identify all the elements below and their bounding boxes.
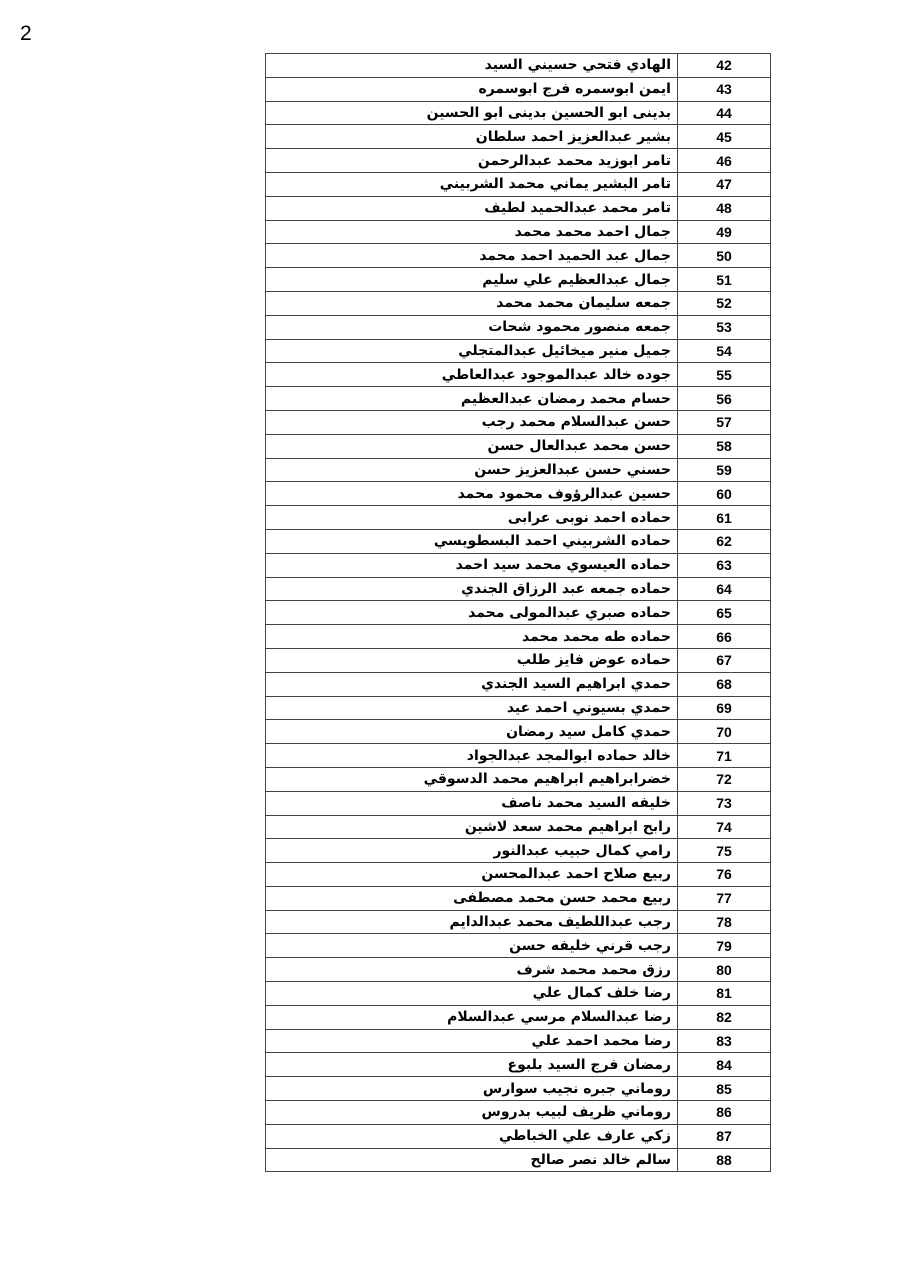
name-cell: تامر محمد عبدالحميد لطيف [266,196,678,220]
name-cell: رضا محمد احمد علي [266,1029,678,1053]
number-cell: 76 [678,863,771,887]
table-row [266,268,771,292]
number-cell: 50 [678,244,771,268]
table-row [266,291,771,315]
table-row [266,434,771,458]
number-cell: 85 [678,1077,771,1101]
number-cell: 58 [678,434,771,458]
table-row [266,149,771,173]
name-cell: حمدي ابراهيم السيد الجندي [266,672,678,696]
table-row [266,1029,771,1053]
name-cell: الهادي فتحي حسيني السيد [266,54,678,78]
number-cell: 70 [678,720,771,744]
number-cell: 84 [678,1053,771,1077]
table-row [266,458,771,482]
table-row [266,54,771,78]
number-cell: 88 [678,1148,771,1172]
number-cell: 81 [678,982,771,1006]
table-row [266,839,771,863]
number-cell: 55 [678,363,771,387]
name-cell: رزق محمد محمد شرف [266,958,678,982]
name-cell: بدينى ابو الحسين بدينى ابو الحسين [266,101,678,125]
table-row [266,696,771,720]
table-row [266,196,771,220]
name-cell: خضرابراهيم ابراهيم محمد الدسوقي [266,767,678,791]
table-row [266,77,771,101]
page-number: 2 [20,22,32,45]
names-table [265,53,771,1172]
name-cell: جمال احمد محمد محمد [266,220,678,244]
number-cell: 71 [678,744,771,768]
number-cell: 47 [678,172,771,196]
table-row [266,1148,771,1172]
name-cell: جميل منير ميخائيل عبدالمتجلي [266,339,678,363]
table-row [266,982,771,1006]
number-cell: 45 [678,125,771,149]
number-cell: 64 [678,577,771,601]
name-cell: حماده جمعه عبد الرزاق الجندي [266,577,678,601]
number-cell: 43 [678,77,771,101]
table-row [266,410,771,434]
name-cell: خليفه السيد محمد ناصف [266,791,678,815]
table-row [266,363,771,387]
number-cell: 42 [678,54,771,78]
table-row [266,672,771,696]
name-cell: حماده طه محمد محمد [266,625,678,649]
number-cell: 73 [678,791,771,815]
name-cell: رجب عبداللطيف محمد عبدالدايم [266,910,678,934]
table-row [266,315,771,339]
number-cell: 80 [678,958,771,982]
number-cell: 87 [678,1124,771,1148]
name-cell: ربيع محمد حسن محمد مصطفى [266,886,678,910]
number-cell: 48 [678,196,771,220]
number-cell: 74 [678,815,771,839]
table-row [266,482,771,506]
table-row [266,625,771,649]
name-cell: رامي كمال حبيب عبدالنور [266,839,678,863]
table-row [266,958,771,982]
name-cell: حماده عوض فايز طلب [266,648,678,672]
number-cell: 60 [678,482,771,506]
name-cell: ربيع صلاح احمد عبدالمحسن [266,863,678,887]
table-row [266,720,771,744]
table-row [266,1005,771,1029]
table-row [266,506,771,530]
table-row [266,220,771,244]
number-cell: 51 [678,268,771,292]
name-cell: تامر ابوزيد محمد عبدالرحمن [266,149,678,173]
name-cell: حسين عبدالرؤوف محمود محمد [266,482,678,506]
name-cell: رمضان فرج السيد بلبوع [266,1053,678,1077]
name-cell: تامر البشير يماني محمد الشربيني [266,172,678,196]
number-cell: 68 [678,672,771,696]
table-row [266,1077,771,1101]
table-row [266,934,771,958]
number-cell: 59 [678,458,771,482]
table-row [266,601,771,625]
name-cell: رابح ابراهيم محمد سعد لاشين [266,815,678,839]
number-cell: 56 [678,387,771,411]
table-row [266,1124,771,1148]
name-cell: روماني ظريف لبيب بدروس [266,1101,678,1125]
name-cell: ايمن ابوسمره فرج ابوسمره [266,77,678,101]
number-cell: 62 [678,529,771,553]
name-cell: خالد حماده ابوالمجد عبدالجواد [266,744,678,768]
number-cell: 57 [678,410,771,434]
name-cell: حسام محمد رمضان عبدالعظيم [266,387,678,411]
number-cell: 86 [678,1101,771,1125]
table-row [266,744,771,768]
number-cell: 53 [678,315,771,339]
number-cell: 52 [678,291,771,315]
number-cell: 82 [678,1005,771,1029]
table-row [266,648,771,672]
name-cell: رجب قرني خليفه حسن [266,934,678,958]
name-cell: جمال عبدالعظيم علي سليم [266,268,678,292]
number-cell: 61 [678,506,771,530]
table-row [266,1053,771,1077]
number-cell: 69 [678,696,771,720]
table-row [266,101,771,125]
name-cell: حسني حسن عبدالعزيز حسن [266,458,678,482]
name-cell: حماده الشربيني احمد البسطويسي [266,529,678,553]
name-cell: جمعه منصور محمود شحات [266,315,678,339]
name-cell: سالم خالد نصر صالح [266,1148,678,1172]
number-cell: 72 [678,767,771,791]
number-cell: 54 [678,339,771,363]
table-row [266,577,771,601]
names-table-body [266,54,771,1172]
table-row [266,863,771,887]
table-row [266,529,771,553]
name-cell: روماني جبره نجيب سوارس [266,1077,678,1101]
table-row [266,886,771,910]
number-cell: 46 [678,149,771,173]
name-cell: زكي عارف علي الخباطي [266,1124,678,1148]
number-cell: 77 [678,886,771,910]
number-cell: 66 [678,625,771,649]
number-cell: 78 [678,910,771,934]
name-cell: حماده احمد نوبى عرابى [266,506,678,530]
number-cell: 44 [678,101,771,125]
name-cell: حسن عبدالسلام محمد رجب [266,410,678,434]
table-row [266,387,771,411]
number-cell: 75 [678,839,771,863]
table-row [266,553,771,577]
table-row [266,791,771,815]
table-row [266,910,771,934]
name-cell: بشير عبدالعزيز احمد سلطان [266,125,678,149]
name-cell: رضا عبدالسلام مرسي عبدالسلام [266,1005,678,1029]
number-cell: 67 [678,648,771,672]
name-cell: جمعه سليمان محمد محمد [266,291,678,315]
name-cell: حماده العيسوي محمد سيد احمد [266,553,678,577]
table-row [266,815,771,839]
table-row [266,125,771,149]
name-cell: جوده خالد عبدالموجود عبدالعاطي [266,363,678,387]
name-cell: حمدي كامل سيد رمضان [266,720,678,744]
table-row [266,339,771,363]
number-cell: 63 [678,553,771,577]
table-row [266,244,771,268]
number-cell: 49 [678,220,771,244]
name-cell: حسن محمد عبدالعال حسن [266,434,678,458]
table-row [266,767,771,791]
number-cell: 79 [678,934,771,958]
name-cell: رضا خلف كمال علي [266,982,678,1006]
name-cell: جمال عبد الحميد احمد محمد [266,244,678,268]
table-row [266,1101,771,1125]
name-cell: حمدي بسيوني احمد عيد [266,696,678,720]
table-row [266,172,771,196]
name-cell: حماده صبري عبدالمولى محمد [266,601,678,625]
number-cell: 83 [678,1029,771,1053]
number-cell: 65 [678,601,771,625]
